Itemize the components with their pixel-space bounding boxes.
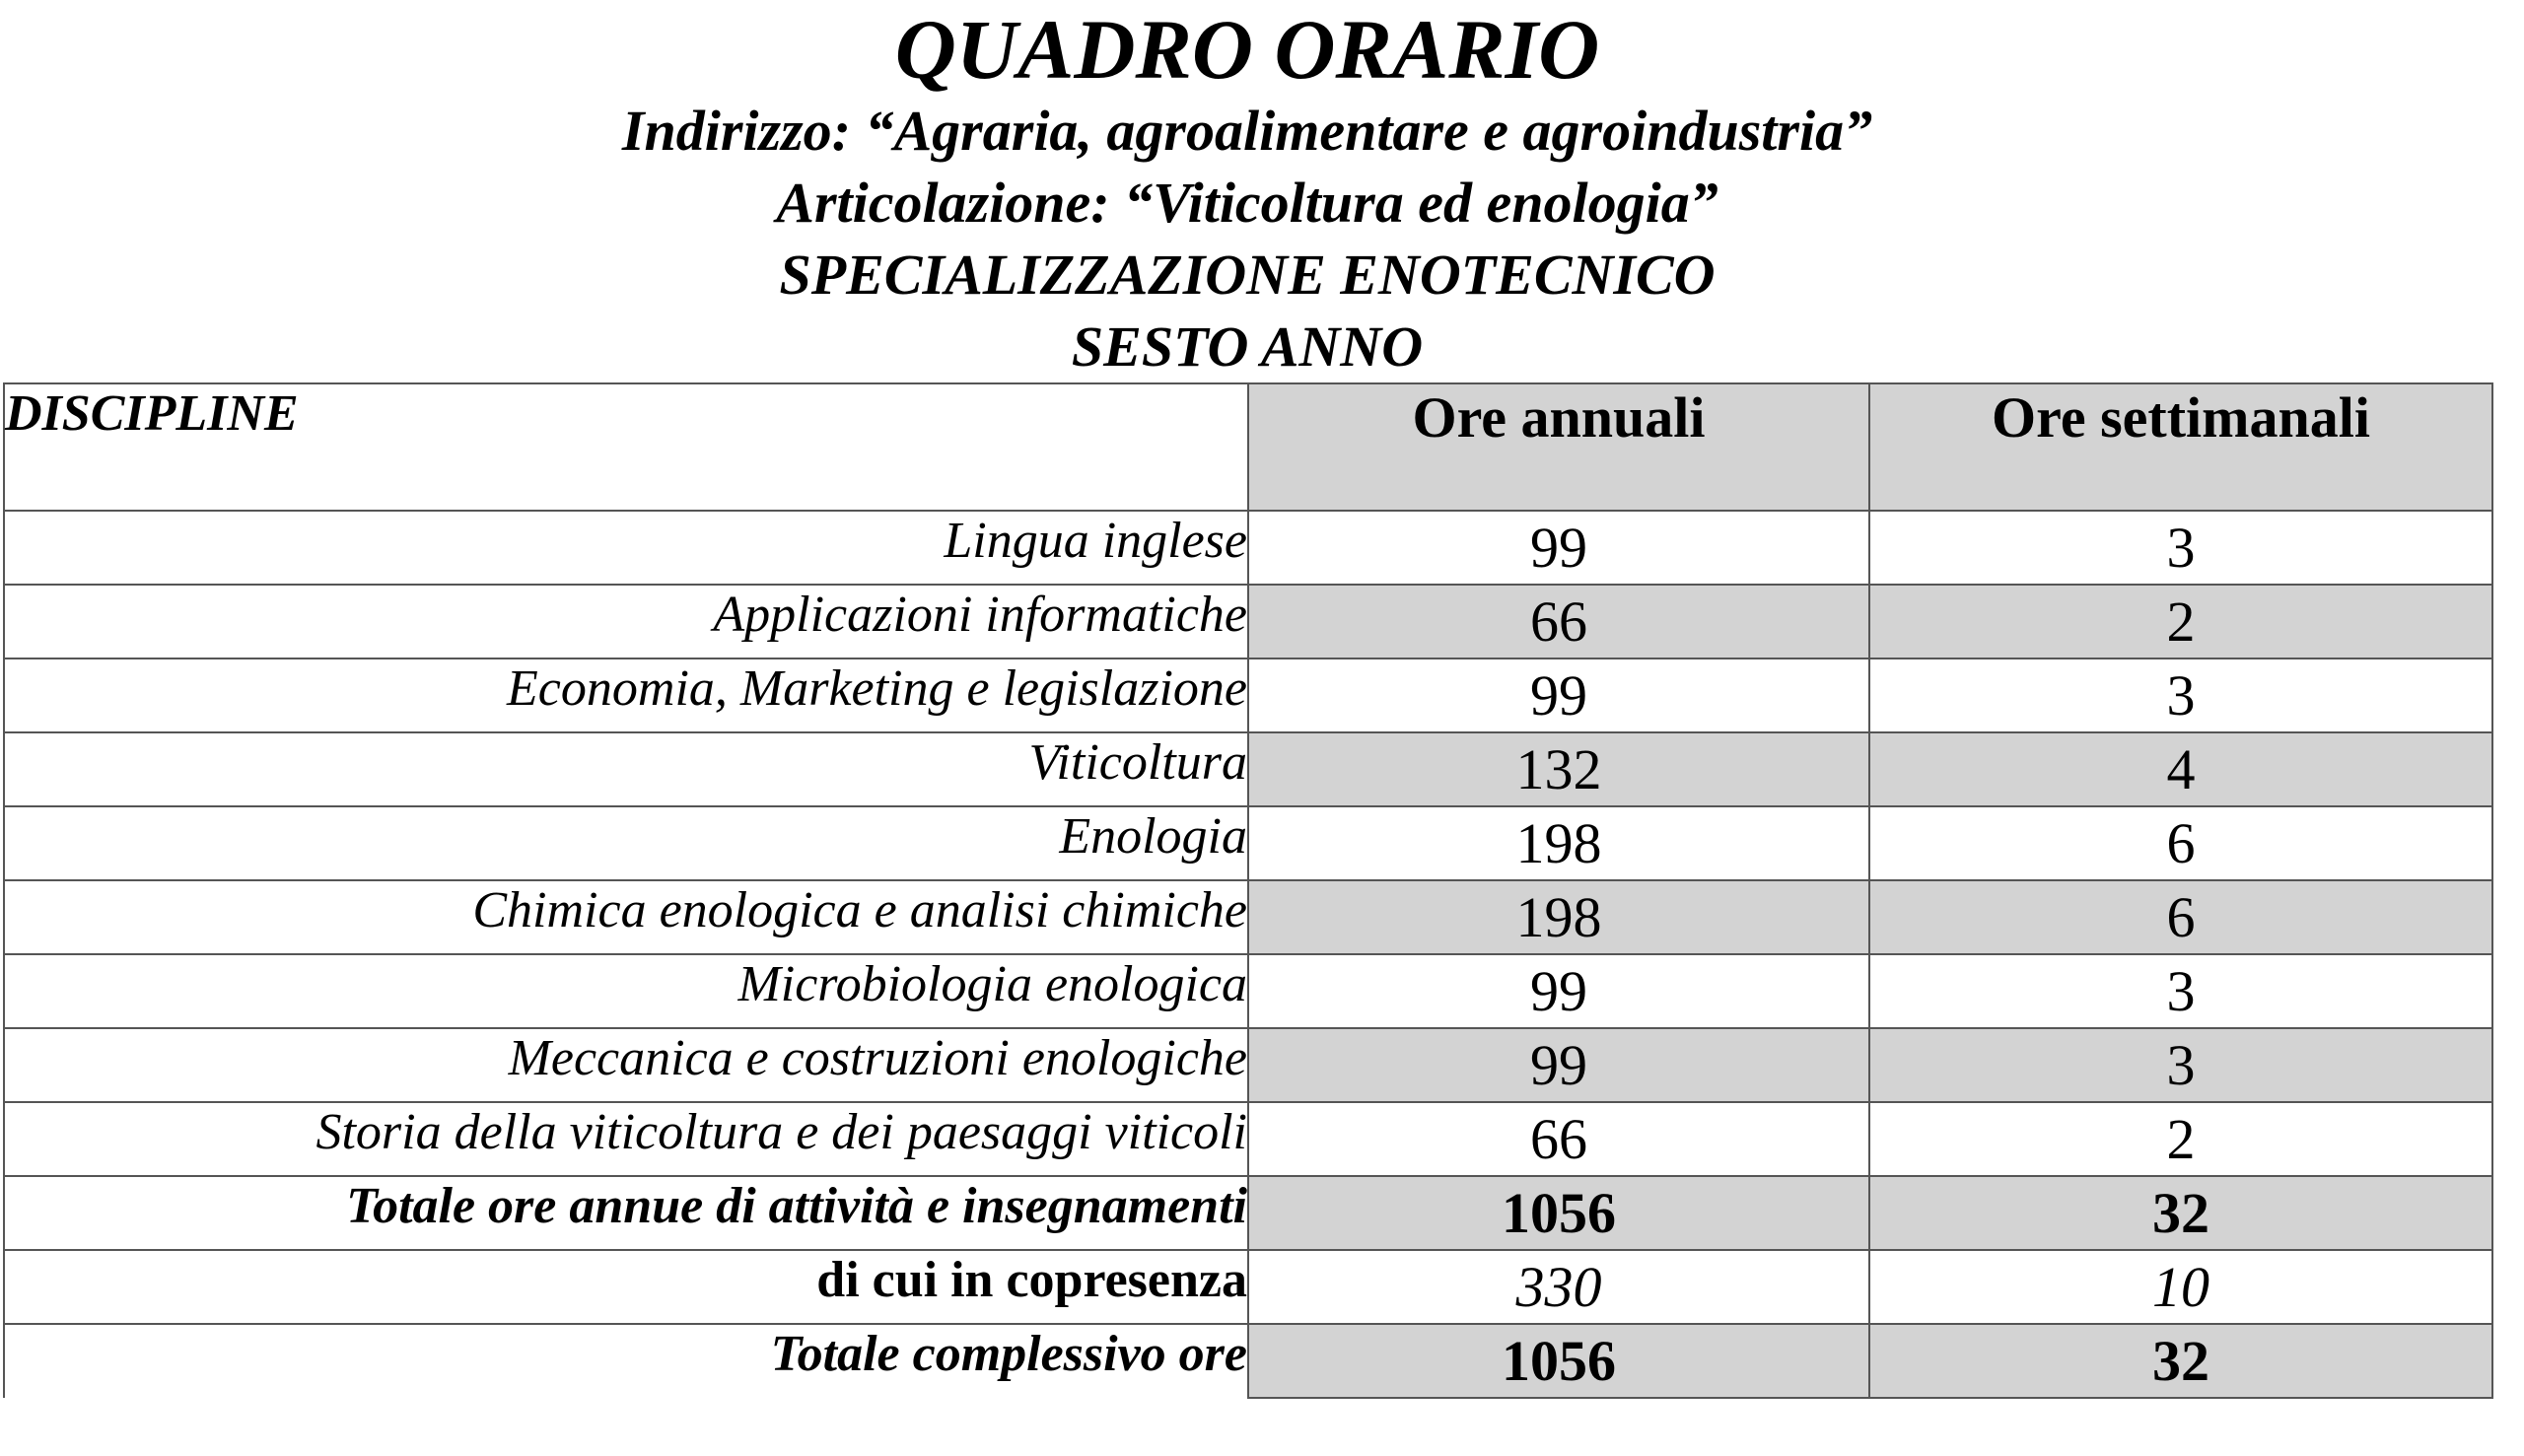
total-activities-row: [4, 1176, 2492, 1250]
document-title: QUADRO ORARIO: [894, 2, 1600, 97]
weekly-hours: 3: [1869, 954, 2492, 1028]
annual-hours: 66: [1248, 585, 1869, 659]
discipline-name: Chimica enologica e analisi chimiche: [4, 880, 1248, 954]
discipline-name: Meccanica e costruzioni enologiche: [4, 1028, 1248, 1102]
table-row: [4, 1028, 2492, 1102]
total-activities-annual: 1056: [1248, 1176, 1869, 1250]
discipline-name: Enologia: [4, 806, 1248, 880]
weekly-hours: 3: [1869, 659, 2492, 732]
weekly-hours: 3: [1869, 1028, 2492, 1102]
total-activities-label: Totale ore annue di attività e insegnamenti: [4, 1176, 1248, 1250]
table-row: [4, 585, 2492, 659]
header-weekly-hours: Ore settimanali: [1869, 383, 2492, 511]
total-activities-weekly: 32: [1869, 1176, 2492, 1250]
weekly-hours: 2: [1869, 585, 2492, 659]
grand-total-annual: 1056: [1248, 1324, 1869, 1398]
annual-hours: 198: [1248, 880, 1869, 954]
annual-hours: 198: [1248, 806, 1869, 880]
weekly-hours: 3: [1869, 511, 2492, 585]
discipline-name: Applicazioni informatiche: [4, 585, 1248, 659]
copresence-annual: 330: [1248, 1250, 1869, 1324]
table-row: [4, 954, 2492, 1028]
subtitle-indirizzo: Indirizzo: “Agraria, agroalimentare e agroindustria”: [621, 99, 1873, 163]
weekly-hours: 6: [1869, 806, 2492, 880]
annual-hours: 99: [1248, 659, 1869, 732]
table-row: [4, 659, 2492, 732]
annual-hours: 132: [1248, 732, 1869, 806]
weekly-hours: 2: [1869, 1102, 2492, 1176]
header-annual-hours: Ore annuali: [1248, 383, 1869, 511]
copresence-weekly: 10: [1869, 1250, 2492, 1324]
annual-hours: 99: [1248, 1028, 1869, 1102]
annual-hours: 66: [1248, 1102, 1869, 1176]
grand-total-weekly: 32: [1869, 1324, 2492, 1398]
table-header-row: [4, 383, 2492, 511]
annual-hours: 99: [1248, 954, 1869, 1028]
table-row: [4, 1102, 2492, 1176]
discipline-name: Storia della viticoltura e dei paesaggi viticoli: [4, 1102, 1248, 1176]
table-row: [4, 806, 2492, 880]
discipline-name: Microbiologia enologica: [4, 954, 1248, 1028]
discipline-name: Economia, Marketing e legislazione: [4, 659, 1248, 732]
header-disciplines: DISCIPLINE: [4, 383, 1248, 511]
weekly-hours: 4: [1869, 732, 2492, 806]
subtitle-anno: SESTO ANNO: [1071, 314, 1424, 379]
subtitle-articolazione: Articolazione: “Viticoltura ed enologia”: [776, 171, 1718, 235]
table-row: [4, 880, 2492, 954]
grand-total-row: [4, 1324, 2492, 1398]
discipline-name: Lingua inglese: [4, 511, 1248, 585]
subtitle-specializzazione: SPECIALIZZAZIONE ENOTECNICO: [779, 243, 1716, 307]
weekly-hours: 6: [1869, 880, 2492, 954]
copresence-row: [4, 1250, 2492, 1324]
copresence-label: di cui in copresenza: [4, 1250, 1248, 1324]
table-row: [4, 732, 2492, 806]
annual-hours: 99: [1248, 511, 1869, 585]
discipline-name: Viticoltura: [4, 732, 1248, 806]
table-row: [4, 511, 2492, 585]
hours-table: [3, 382, 2493, 1399]
grand-total-label: Totale complessivo ore: [4, 1324, 1248, 1398]
